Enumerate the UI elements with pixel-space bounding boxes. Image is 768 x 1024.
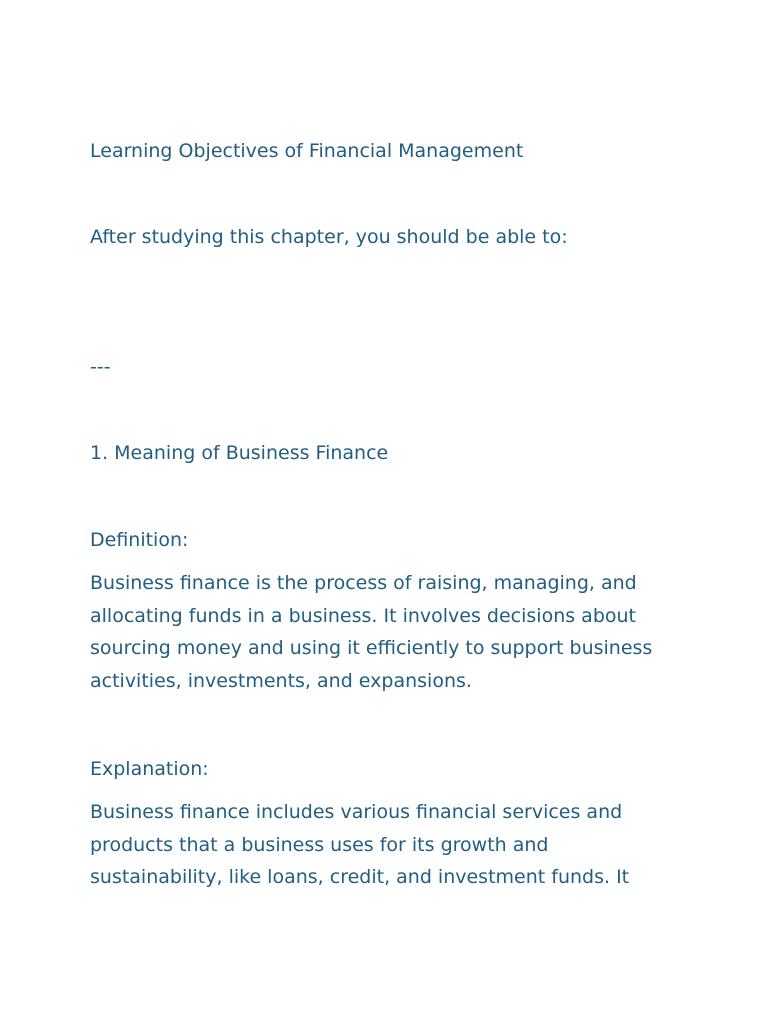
- definition-line: sourcing money and using it efficiently to support business: [90, 637, 653, 660]
- definition-label: Definition:: [90, 529, 189, 551]
- section-heading: 1. Meaning of Business Finance: [90, 442, 389, 464]
- explanation-line: sustainability, like loans, credit, and investment funds. It: [90, 866, 630, 889]
- explanation-label: Explanation:: [90, 758, 209, 780]
- explanation-line: Business finance includes various financial services and: [90, 801, 623, 823]
- definition-line: Business finance is the process of raising, managing, and: [90, 572, 637, 594]
- intro-text: After studying this chapter, you should be able to:: [90, 226, 568, 248]
- document-title: Learning Objectives of Financial Management: [90, 140, 524, 162]
- definition-line: activities, investments, and expansions.: [90, 669, 472, 692]
- definition-line: allocating funds in a business. It involves decisions about: [90, 604, 636, 627]
- definition-paragraph: [90, 567, 680, 697]
- explanation-line: products that a business uses for its growth and: [90, 833, 549, 856]
- explanation-paragraph: [90, 796, 680, 894]
- section-separator: ---: [90, 356, 111, 378]
